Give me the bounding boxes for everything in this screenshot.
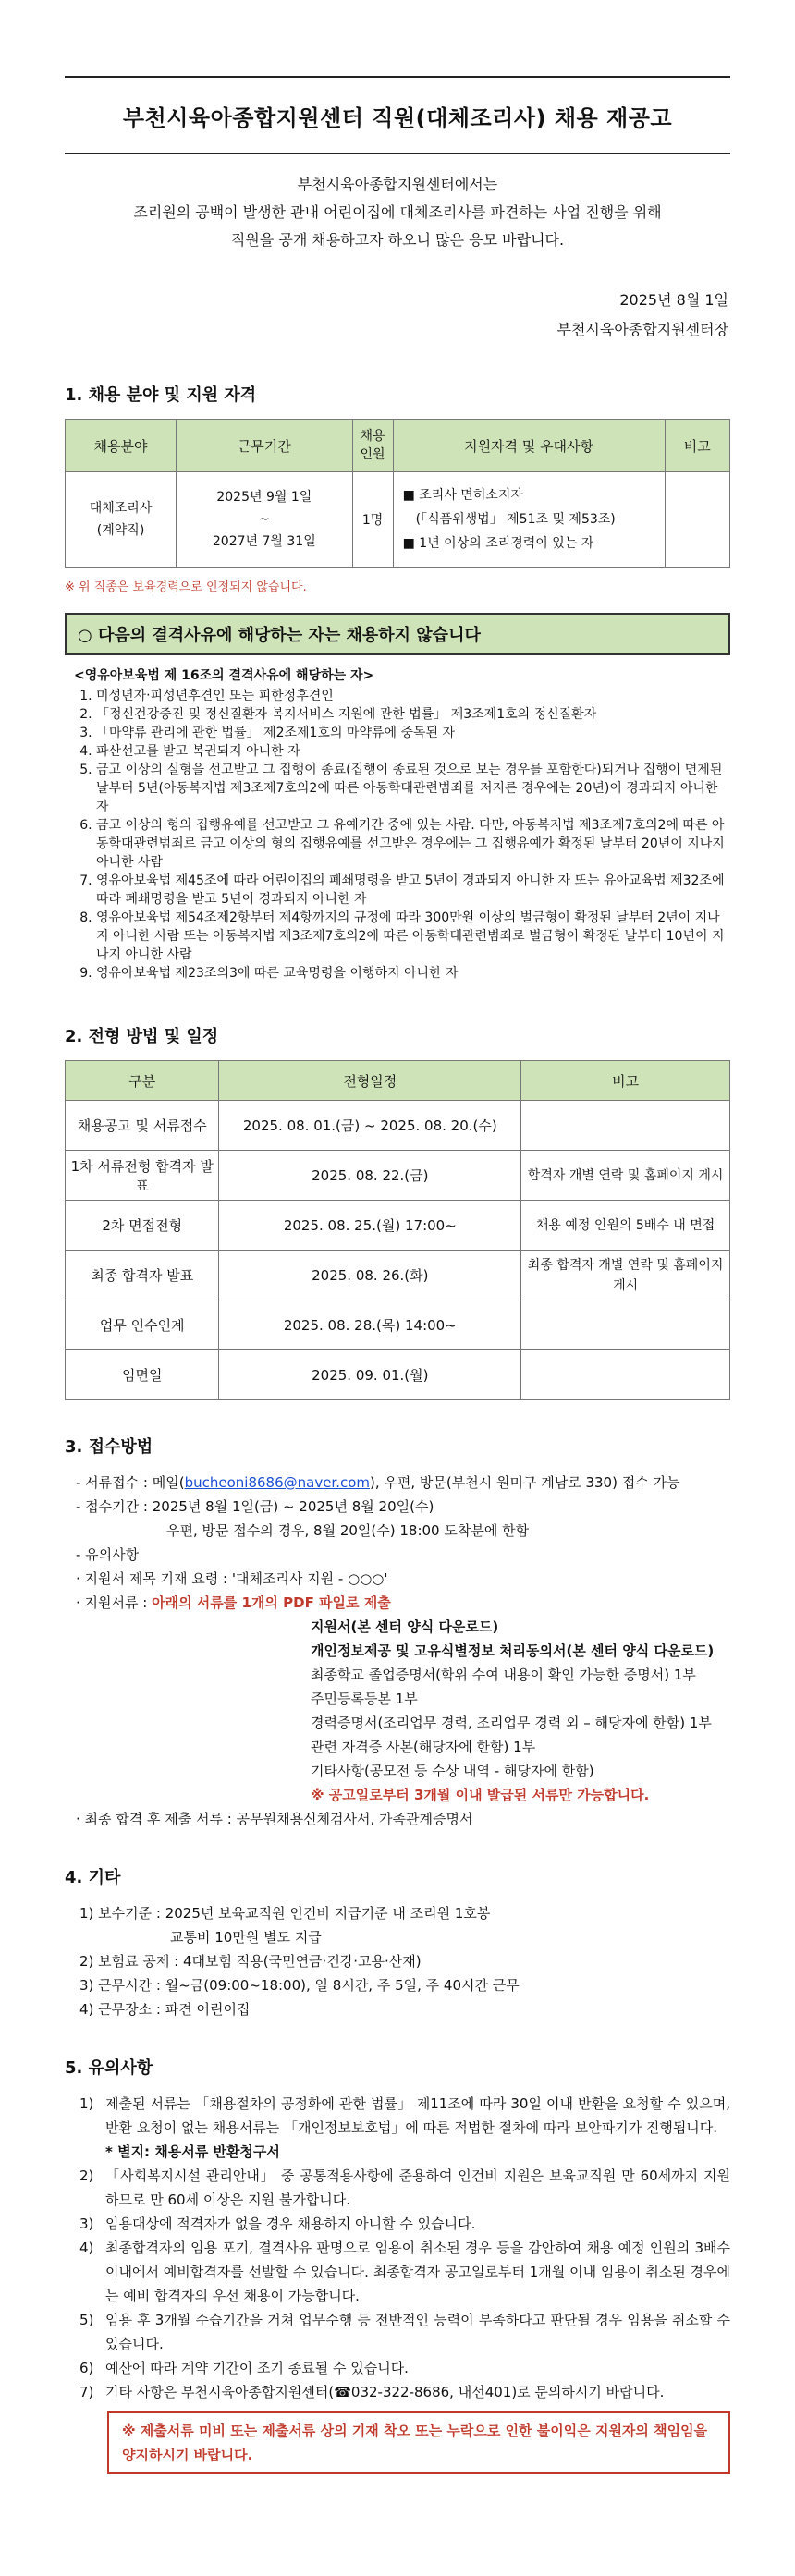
list-item: 1. 미성년자‧피성년후견인 또는 피한정후견인 — [96, 687, 730, 705]
doc-item: 개인정보제공 및 고유식별정보 처리동의서(본 센터 양식 다운로드) — [311, 1642, 715, 1659]
list-item: 6. 금고 이상의 형의 집행유예를 선고받고 그 유예기간 중에 있는 사람. 다만, 아동복지법 제3조제7호의2에 따른 아동학대관련범죄로 금고 이상의 형의 집행유예를 선고받은 경우에는 그 집행유예가 확정된 날부터 20년이 지나지 아니한 사람 — [96, 816, 730, 872]
section-3-title: 3. 접수방법 — [65, 1437, 153, 1457]
doc-item: 지원서(본 센터 양식 다운로드) — [311, 1618, 499, 1635]
header-note: 비고 — [665, 420, 730, 472]
other-info: 1) 보수기준 : 2025년 보육교직원 인건비 지급기준 내 조리원 1호봉 교통비 10만원 별도 지급 2) 보험료 공제 : 4대보험 적용(국민연금‧건강‧고용‧산재) 3) 근무시간 : 월~금(09:00~18:00), 일 8시간, 주 5일, 주 40시간 근무 4) 근무장소 : 파견 어린이집 — [80, 1905, 520, 2018]
cell-requirements: ■ 조리사 면허소지자 (「식품위생법」 제51조 및 제53조) ■ 1년 이상의 조리경력이 있는 자 — [393, 472, 665, 568]
doc-item: 주민등록등본 1부 — [311, 1691, 418, 1707]
header-category: 구분 — [66, 1061, 219, 1101]
list-item: 3. 「마약류 관리에 관한 법률」 제2조제1호의 마약류에 중독된 자 — [96, 724, 730, 742]
header-count: 채용 인원 — [352, 420, 393, 472]
title-bottom-rule — [65, 153, 730, 154]
table-row: 최종 합격자 발표 2025. 08. 26.(화) 최종 합격자 개별 연락 및 홈페이지 게시 — [66, 1251, 730, 1300]
disqualification-list: <영유아보육법 제 16조의 결격사유에 해당하는 자> 1. 미성년자‧피성년후견인 또는 피한정후견인 2. 「정신건강증진 및 정신질환자 복지서비스 지원에 관한 법률」 제3조제1호의 정신질환자 3. 「마약류 관리에 관한 법률」 제2조제1호의 마약류에 중독된 자 4. 파산선고를 받고 복권되지 아니한 자 5. 금고 이상의 실형을 선고받고 그 집행이 종료(집행이 종료된 것으로 보는 경우를 포함한다)되거나 집행이 면제된 날부터 5년(아동복지법 제3조제7호의2에 따른 아동학대관련범죄를 저지른 경우에는 20년)이 경과되지 아니한 자 6. 금고 이상의 형의 집행유예를 선고받고 그 유예기간 중에 있는 사람. 다만, 아동복지법 제3조제7호의2에 따른 아동학대관련범죄로 금고 이상의 형의 집행유예를 선고받은 경우에는 그 집행유예가 확정된 날부터 20년이 지나지 아니한 사람 7. 영유아보육법 제45조에 따라 어린이집의 폐쇄명령을 받고 5년이 경과되지 아니한 자 또는 유아교육법 제32조에 따라 폐쇄명령을 받고 5년이 경과되지 아니한 자 8. 영유아보육법 제54조제2항부터 제4항까지의 규정에 따라 300만원 이상의 벌금형이 확정된 날부터 2년이 지나지 아니한 사람 또는 아동복지법 제3조제7호의2에 따른 아동학대관련범죄로 벌금형이 확정된 날부터 10년이 지나지 아니한 사람 9. 영유아보육법 제23조의3에 따른 교육명령을 이행하지 아니한 자 — [65, 666, 730, 983]
schedule-table — [65, 1060, 730, 1400]
recruit-table — [65, 419, 730, 568]
list-item: 9. 영유아보육법 제23조의3에 따른 교육명령을 이행하지 아니한 자 — [96, 964, 730, 983]
career-note: ※ 위 직종은 보육경력으로 인정되지 않습니다. — [65, 580, 307, 594]
doc-item: 기타사항(공모전 등 수상 내역 - 해당자에 한함) — [311, 1763, 594, 1779]
date-signature — [65, 286, 730, 345]
cell-count: 1명 — [352, 472, 393, 568]
announce-date: 2025년 8월 1일 — [619, 291, 728, 309]
list-item: 1) 제출된 서류는 「채용절차의 공정화에 관한 법률」 제11조에 따라 30일 이내 반환을 요청할 수 있으며, 반환 요청이 없는 채용서류는 「개인정보보호법」에 따른 적법한 절차에 따라 보안파기가 진행됩니다. — [80, 2095, 730, 2136]
application-method: - 서류접수 : 메일(bucheoni8686@naver.com), 우편, 방문(부천시 원미구 계남로 330) 접수 가능 - 접수기간 : 2025년 8월 1일(금) ~ 2025년 8월 20일(수) 우편, 방문 접수의 경우, 8월 20일(수) 18:00 도착분에 한함 - 유의사항 · 지원서 제목 기재 요령 : '대체조리사 지원 - ○○○' · 지원서류 : 아래의 서류를 1개의 PDF 파일로 제출 지원서(본 센터 양식 다운로드) 개인정보제공 및 고유식별정보 처리동의서(본 센터 양식 다운로드) 최종학교 졸업증명서(학위 수여 내용이 확인 가능한 증명서) 1부 주민등록등본 1부 경력증명서(조리업무 경력, 조리업무 경력 외 – 해당자에 한함) 1부 관련 자격증 사본(해당자에 한함) 1부 기타사항(공모전 등 수상 내역 - 해당자에 한함) ※ 공고일로부터 3개월 이내 발급된 서류만 가능합니다. · 최종 합격 후 제출 서류 : 공무원채용신체검사서, 가족관계증명서 — [65, 1471, 730, 1831]
section-4-title: 4. 기타 — [65, 1868, 121, 1887]
org-name: 부천시육아종합지원센터장 — [556, 321, 728, 338]
doc-item: 경력증명서(조리업무 경력, 조리업무 경력 외 – 해당자에 한함) 1부 — [311, 1715, 712, 1731]
table-row: 2차 면접전형 2025. 08. 25.(월) 17:00~ 채용 예정 인원의 5배수 내 면접 — [66, 1201, 730, 1251]
list-item: * 별지: 채용서류 반환청구서 — [105, 2143, 280, 2160]
list-item: 2. 「정신건강증진 및 정신질환자 복지서비스 지원에 관한 법률」 제3조제1호의 정신질환자 — [96, 705, 730, 724]
list-item: 4) 최종합격자의 임용 포기, 결격사유 판명으로 임용이 취소된 경우 등을 감안하여 채용 예정 인원의 3배수 이내에서 예비합격자를 선발할 수 있습니다. 최종합격자 공고일로부터 1개월 이내 임용이 취소된 경우에는 예비 합격자의 우선 채용이 가능합니다. — [80, 2240, 730, 2304]
cell-note — [665, 472, 730, 568]
list-item: 2) 「사회복지시설 관리안내」 중 공통적용사항에 준용하여 인건비 지원은 보육교직원 만 60세까지 지원하므로 만 60세 이상은 지원 불가합니다. — [80, 2167, 730, 2208]
section-1-title: 1. 채용 분야 및 지원 자격 — [65, 385, 257, 405]
header-remark: 비고 — [521, 1061, 730, 1101]
disqualification-notice: ○ 다음의 결격사유에 해당하는 자는 채용하지 않습니다 — [65, 613, 730, 655]
email-link[interactable]: bucheoni8686@naver.com — [184, 1474, 371, 1491]
list-item: 6) 예산에 따라 계약 기간이 조기 종료될 수 있습니다. — [80, 2360, 409, 2376]
header-requirements: 지원자격 및 우대사항 — [393, 420, 665, 472]
table-row: 채용공고 및 서류접수 2025. 08. 01.(금) ~ 2025. 08. 20.(수) — [66, 1101, 730, 1151]
warning-box: ※ 제출서류 미비 또는 제출서류 상의 기재 착오 또는 누락으로 인한 불이익은 지원자의 책임임을 양지하시기 바랍니다. — [107, 2411, 730, 2474]
section-2-title: 2. 전형 방법 및 일정 — [65, 1027, 219, 1046]
header-schedule: 전형일정 — [219, 1061, 521, 1101]
cell-field: 대체조리사 (계약직) — [66, 472, 177, 568]
list-item: 7) 기타 사항은 부천시육아종합지원센터(☎032-322-8686, 내선401)로 문의하시기 바랍니다. — [80, 2384, 665, 2400]
list-item: 8. 영유아보육법 제54조제2항부터 제4항까지의 규정에 따라 300만원 이상의 벌금형이 확정된 날부터 2년이 지나지 아니한 사람 또는 아동복지법 제3조제7호의2에 따른 아동학대관련범죄로 벌금형이 확정된 날부터 10년이 지나지 아니한 사람 — [96, 909, 730, 964]
list-item: 4. 파산선고를 받고 복권되지 아니한 자 — [96, 742, 730, 761]
header-field: 채용분야 — [66, 420, 177, 472]
intro-text: 부천시육아종합지원센터에서는 조리원의 공백이 발생한 관내 어린이집에 대체조리사를 파견하는 사업 진행을 위해 직원을 공개 채용하고자 하오니 많은 응모 바랍니다. — [133, 176, 662, 249]
cell-period: 2025년 9월 1일 ~ 2027년 7월 31일 — [177, 472, 352, 568]
doc-validity-note: ※ 공고일로부터 3개월 이내 발급된 서류만 가능합니다. — [311, 1787, 650, 1803]
table-row: 업무 인수인계 2025. 08. 28.(목) 14:00~ — [66, 1300, 730, 1350]
header-period: 근무기간 — [177, 420, 352, 472]
list-item: 5) 임용 후 3개월 수습기간을 거쳐 업무수행 등 전반적인 능력이 부족하다고 판단될 경우 임용을 취소할 수 있습니다. — [80, 2312, 730, 2352]
list-item: 5. 금고 이상의 실형을 선고받고 그 집행이 종료(집행이 종료된 것으로 보는 경우를 포함한다)되거나 집행이 면제된 날부터 5년(아동복지법 제3조제7호의2에 따른 아동학대관련범죄를 저지른 경우에는 20년)이 경과되지 아니한 자 — [96, 761, 730, 816]
doc-item: 최종학교 졸업증명서(학위 수여 내용이 확인 가능한 증명서) 1부 — [311, 1666, 696, 1683]
page-title: 부천시육아종합지원센터 직원(대체조리사) 채용 재공고 — [122, 105, 673, 131]
table-row: 1차 서류전형 합격자 발표 2025. 08. 22.(금) 합격자 개별 연락 및 홈페이지 게시 — [66, 1151, 730, 1201]
table-row — [66, 472, 730, 568]
table-row: 임면일 2025. 09. 01.(월) — [66, 1350, 730, 1400]
list-item: 7. 영유아보육법 제45조에 따라 어린이집의 폐쇄명령을 받고 5년이 경과되지 아니한 자 또는 유아교육법 제32조에 따라 폐쇄명령을 받고 5년이 경과되지 아니한 자 — [96, 872, 730, 909]
precautions — [65, 2092, 730, 2474]
section-5-title: 5. 유의사항 — [65, 2058, 153, 2078]
doc-item: 관련 자격증 사본(해당자에 한함) 1부 — [311, 1739, 536, 1755]
list-item: 3) 임용대상에 적격자가 없을 경우 채용하지 아니할 수 있습니다. — [80, 2216, 476, 2232]
